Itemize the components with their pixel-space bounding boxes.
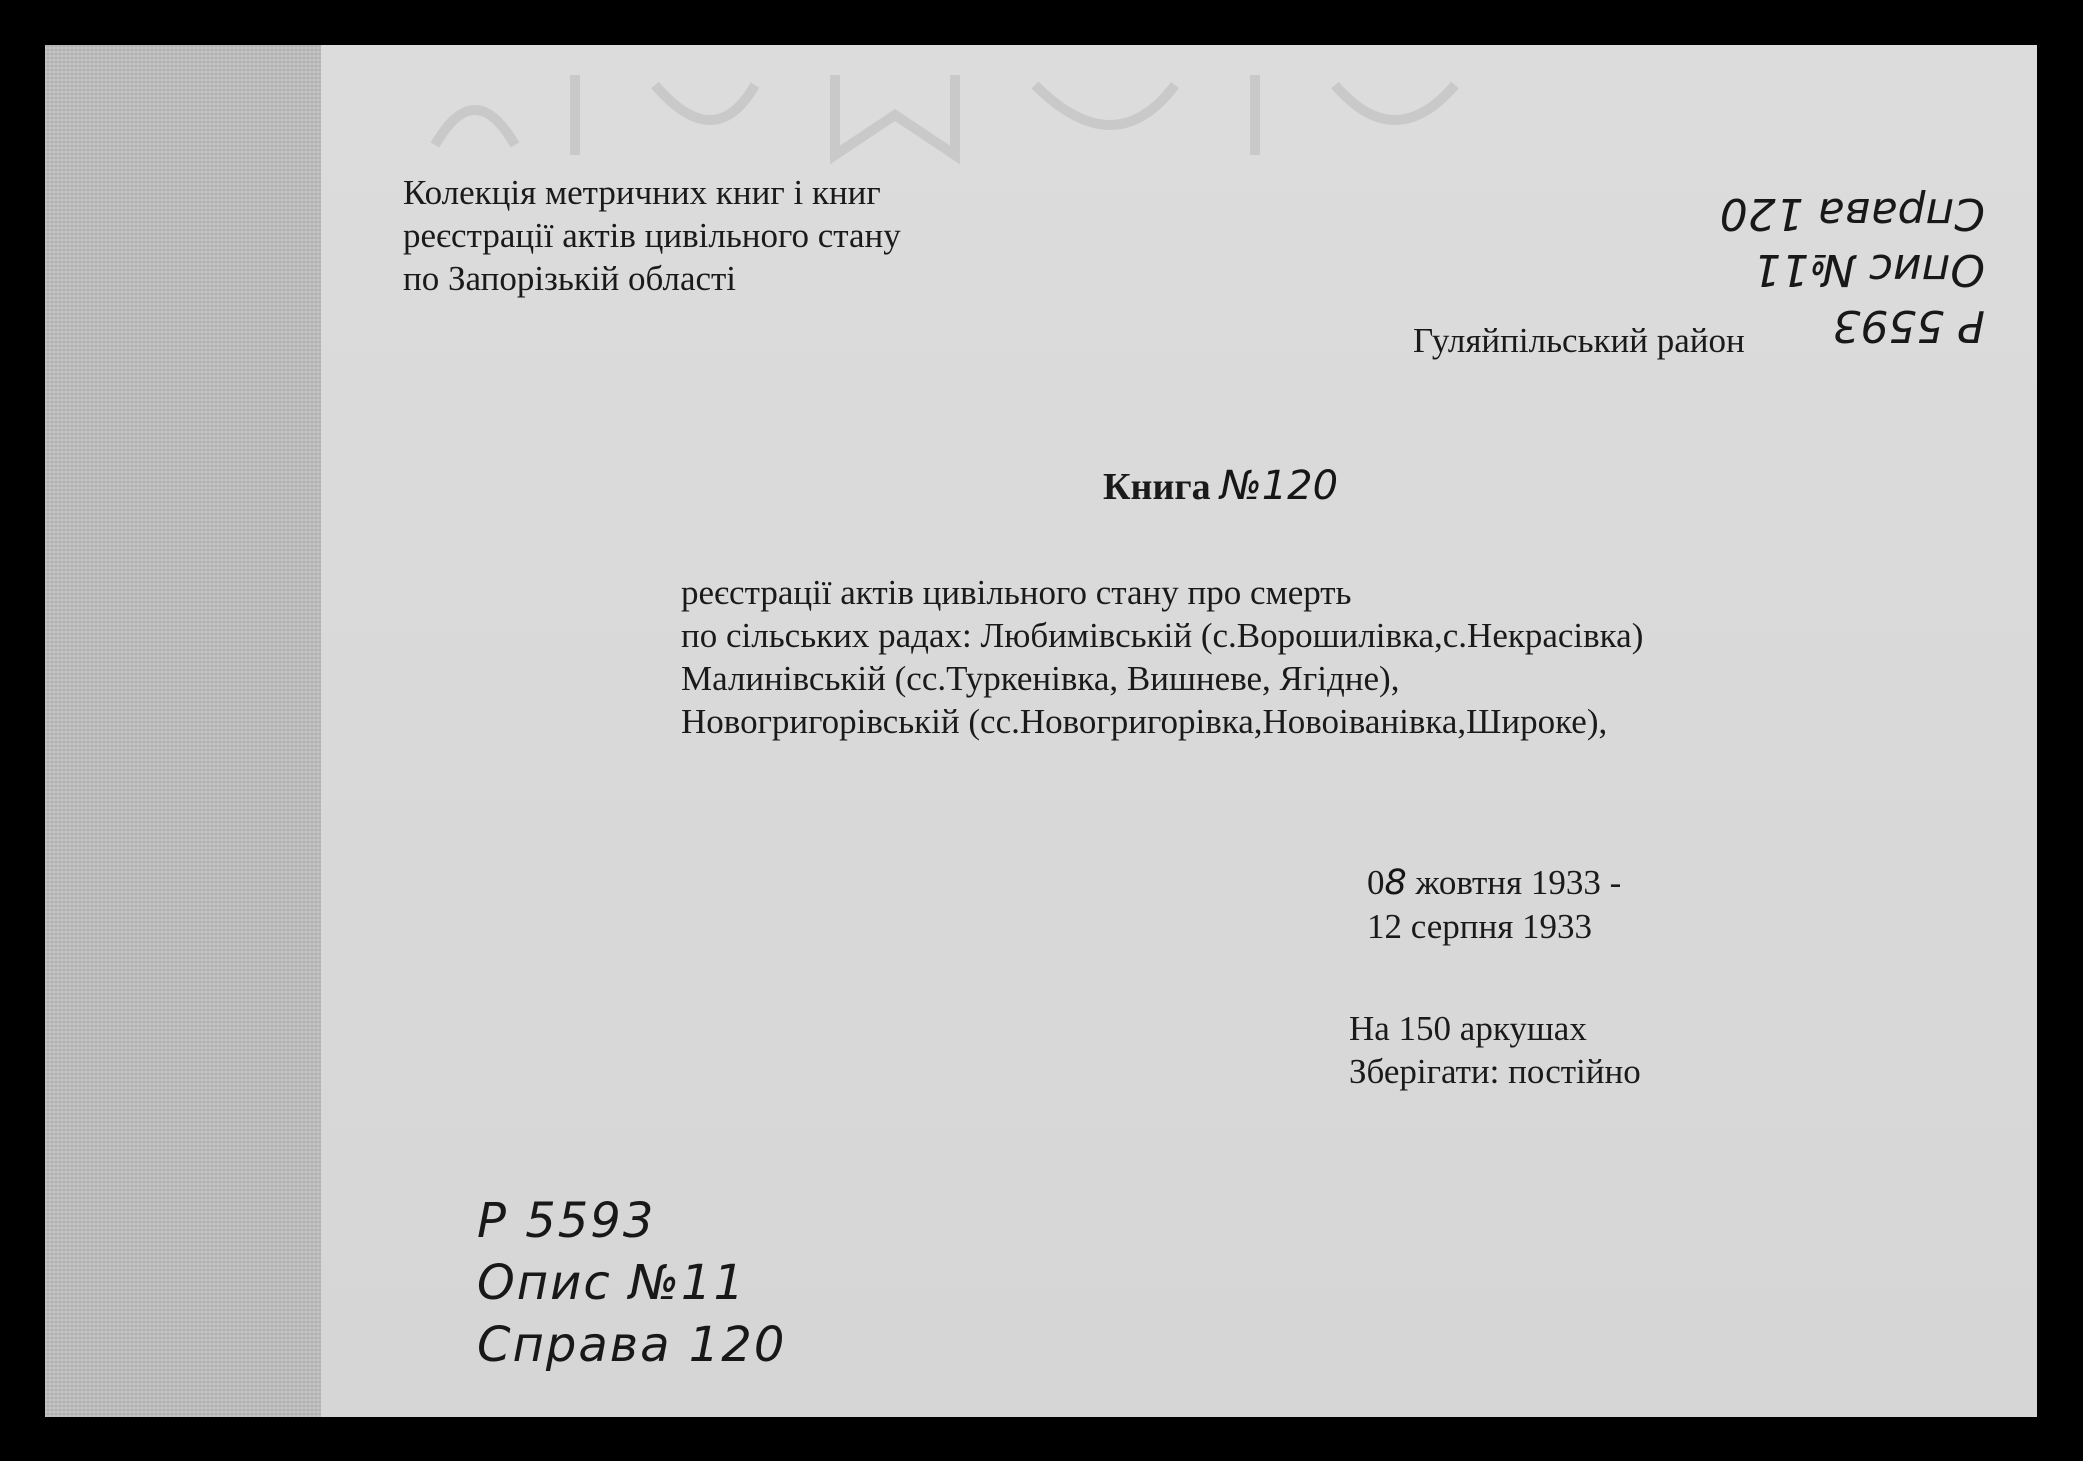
date-start-rest: жовтня 1933 - — [1406, 863, 1622, 902]
storage-term: Зберігати: постійно — [1349, 1052, 1641, 1091]
sheet-count: На 150 аркушах — [1349, 1009, 1587, 1048]
file-number: Справа 120 — [477, 1317, 787, 1373]
book-title-prefix: Книга — [1103, 466, 1211, 508]
description-line-4: Новогригорівській (сс.Новогригорівка,Новоіванівка,Широке), — [681, 702, 1608, 741]
date-start — [1367, 861, 1621, 905]
fond-number-inverted: Р 5593 — [1832, 300, 1985, 351]
cloth-spine — [45, 45, 322, 1417]
date-range — [1367, 861, 1621, 948]
date-end: 12 серпня 1933 — [1367, 907, 1593, 946]
fond-number: Р 5593 — [477, 1193, 656, 1249]
file-number-inverted: Справа 120 — [1719, 188, 1985, 239]
inventory-number: Опис №11 — [477, 1255, 747, 1311]
description-line-2: по сільських радах: Любимівській (с.Ворошилівка,с.Некрасівка) — [681, 616, 1644, 655]
sheets-info — [1349, 1007, 1641, 1093]
inventory-number-inverted: Опис №11 — [1753, 244, 1985, 295]
book-number-handwritten: №120 — [1220, 463, 1339, 509]
bleed-through-marks — [415, 55, 1515, 165]
date-start-day-handwritten: 8 — [1384, 863, 1407, 903]
collection-title-line-3: по Запорізькій області — [403, 259, 737, 298]
archive-reference-top-right-inverted — [1565, 163, 1985, 353]
book-title — [1103, 465, 1338, 509]
description-line-3: Малинівській (сс.Туркенівка, Вишневе, Ягідне), — [681, 659, 1400, 698]
date-start-day-printed: 0 — [1367, 863, 1385, 902]
archive-reference-bottom-left — [477, 1190, 786, 1376]
book-description — [681, 571, 1643, 743]
collection-title-line-1: Колекція метричних книг і книг — [403, 173, 881, 212]
collection-title-line-2: реєстрації актів цивільного стану — [403, 216, 901, 255]
district-label: Гуляйпільський район — [1413, 321, 1745, 360]
archive-cover-page — [45, 45, 2037, 1417]
collection-title — [403, 171, 901, 300]
description-line-1: реєстрації актів цивільного стану про смерть — [681, 573, 1352, 612]
